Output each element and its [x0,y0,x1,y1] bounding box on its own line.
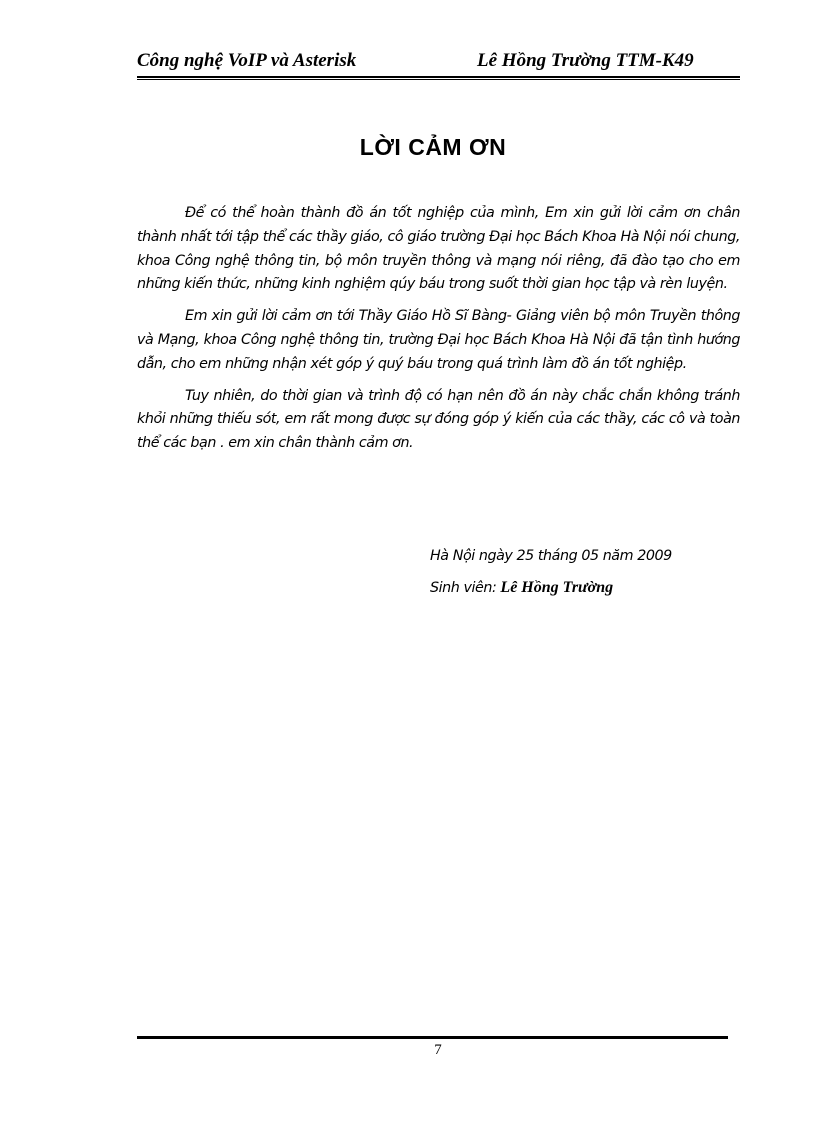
acknowledgement-body [137,202,740,464]
page-title: LỜI CẢM ƠN [359,134,507,160]
page-number: 7 [434,1042,442,1058]
signature-name: Lê Hồng Trường [500,579,614,596]
paragraph-3: Tuy nhiên, do thời gian và trình độ có hạn nên đồ án này chắc chắn không tránh khỏi những thiếu sót, em rất mong được sự đóng góp ý kiến của các thầy, các cô và toàn thể các bạn . em xin chân thành cảm ơn. [137,387,740,452]
paragraph-1: Để có thể hoàn thành đồ án tốt nghiệp của mình, Em xin gửi lời cảm ơn chân thành nhất tới tập thể các thầy giáo, cô giáo trường Đại học Bách Khoa Hà Nội nói chung, khoa Công nghệ thông tin, bộ môn truyền thông và mạng nói riêng, đã đào tạo cho em những kiến thức, những kinh nghiệm qúy báu trong suốt thời gian học tập và rèn luyện. [137,205,740,293]
page-header [137,48,740,72]
footer-divider [137,1036,728,1039]
signature-block [430,577,613,599]
paragraph-2: Em xin gửi lời cảm ơn tới Thầy Giáo Hồ Sĩ Bàng- Giảng viên bộ môn Truyền thông và Mạng, khoa Công nghệ thông tin, trường Đại học Bách Khoa Hà Nội đã tận tình hướng dẫn, cho em những nhận xét góp ý quý báu trong quá trình làm đồ án tốt nghiệp. [137,308,740,372]
signature-date: Hà Nội ngày 25 tháng 05 năm 2009 [430,548,672,564]
header-divider [137,76,740,80]
header-document-title: Công nghệ VoIP và Asterisk [137,50,357,71]
signature-label: Sinh viên: [430,580,501,596]
header-author: Lê Hồng Trường TTM-K49 [477,50,694,71]
